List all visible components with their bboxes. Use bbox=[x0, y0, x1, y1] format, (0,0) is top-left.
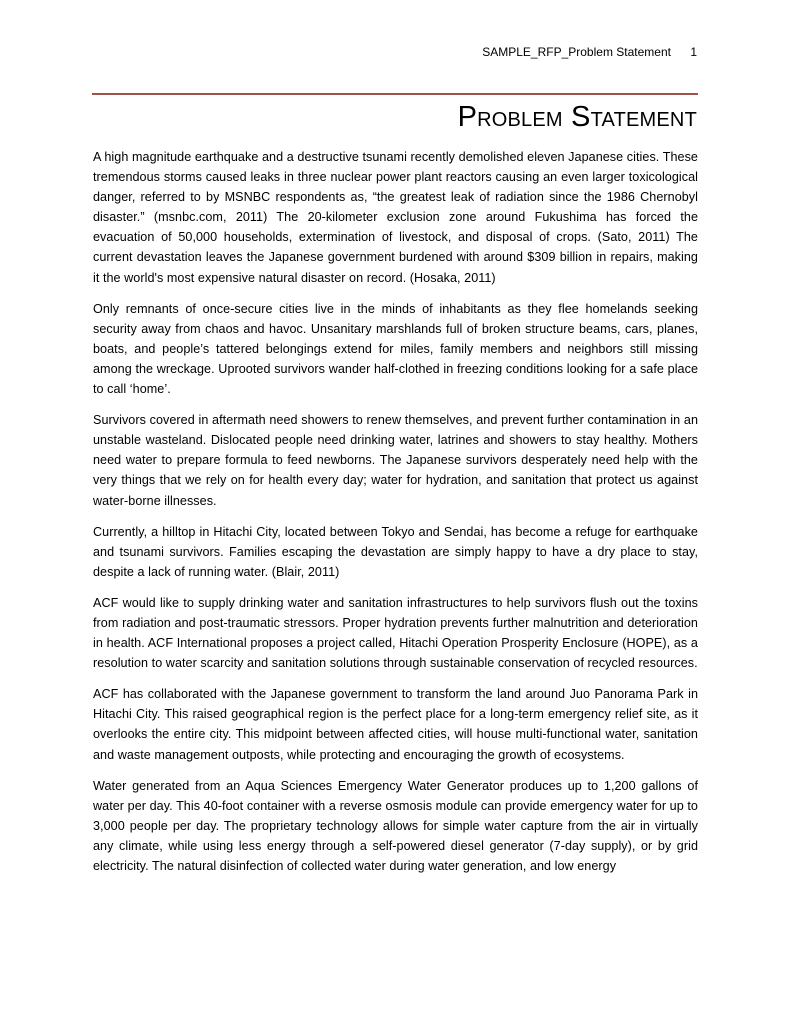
paragraph-6: ACF has collaborated with the Japanese government to transform the land around Juo Panorama Park in Hitachi City. This raised geographical region is the perfect place for a long-term emergency relief site, as it overlooks the entire city. This midpoint between affected cities, will house multi-functional water, sanitation and waste management outposts, while protecting and encouraging the growth of ecosystems. bbox=[93, 687, 698, 762]
paragraph-1: A high magnitude earthquake and a destructive tsunami recently demolished eleven Japanese cities. These tremendous storms caused leaks in three nuclear power plant reactors causing an even larger toxicological danger, referred to by MSNBC respondents as, “the greatest leak of radiation since the 1986 Chernobyl disaster.” (msnbc.com, 2011) The 20-kilometer exclusion zone around Fukushima has forced the evacuation of 50,000 households, extermination of livestock, and disposal of crops. (Sato, 2011) The current devastation leaves the Japanese government burdened with around $309 billion in repairs, making it the world's most expensive natural disaster on record. (Hosaka, 2011) bbox=[93, 150, 698, 285]
running-header-title: SAMPLE_RFP_Problem Statement bbox=[482, 45, 671, 59]
paragraph-4: Currently, a hilltop in Hitachi City, located between Tokyo and Sendai, has become a refuge for earthquake and tsunami survivors. Families escaping the devastation are simply happy to have a dry place to stay, despite a lack of running water. (Blair, 2011) bbox=[93, 524, 698, 579]
page-number: 1 bbox=[690, 45, 697, 59]
running-header bbox=[482, 44, 697, 60]
paragraph-5: ACF would like to supply drinking water and sanitation infrastructures to help survivors flush out the toxins from radiation and post-traumatic stressors. Proper hydration prevents further malnutrition and deterioration in health. ACF International proposes a project called, Hitachi Operation Prosperity Enclosure (HOPE), as a resolution to water scarcity and sanitation solutions through sustainable conservation of recycled resources. bbox=[93, 595, 698, 671]
body-text bbox=[93, 147, 698, 887]
paragraph-7: Water generated from an Aqua Sciences Emergency Water Generator produces up to 1,200 gallons of water per day. This 40-foot container with a reverse osmosis module can provide emergency water for up to 3,000 people per day. The proprietary technology allows for simple water capture from the air in virtually any climate, while using less energy through a self-powered diesel generator (7-day supply), or by grid electricity. The natural disinfection of collected water during water generation, and low energy bbox=[93, 778, 698, 873]
paragraph-2: Only remnants of once-secure cities live in the minds of inhabitants as they flee homelands seeking security away from chaos and havoc. Unsanitary marshlands full of broken structure beams, cars, planes, boats, and people’s tattered belongings extend for miles, family members and neighbors still missing among the wreckage. Uprooted survivors wander half-clothed in freezing conditions looking for a safe place to call ‘home’. bbox=[93, 301, 698, 397]
page-title: Problem Statement bbox=[457, 101, 697, 133]
paragraph-3: Survivors covered in aftermath need showers to renew themselves, and prevent further contamination in an unstable wasteland. Dislocated people need drinking water, latrines and showers to stay healthy. Mothers need water to prepare formula to feed newborns. The Japanese survivors desperately need help with the very things that we rely on for health every day; water for hydration, and sanitation that protect us against water-borne illnesses. bbox=[93, 413, 698, 508]
header-rule bbox=[92, 93, 698, 95]
